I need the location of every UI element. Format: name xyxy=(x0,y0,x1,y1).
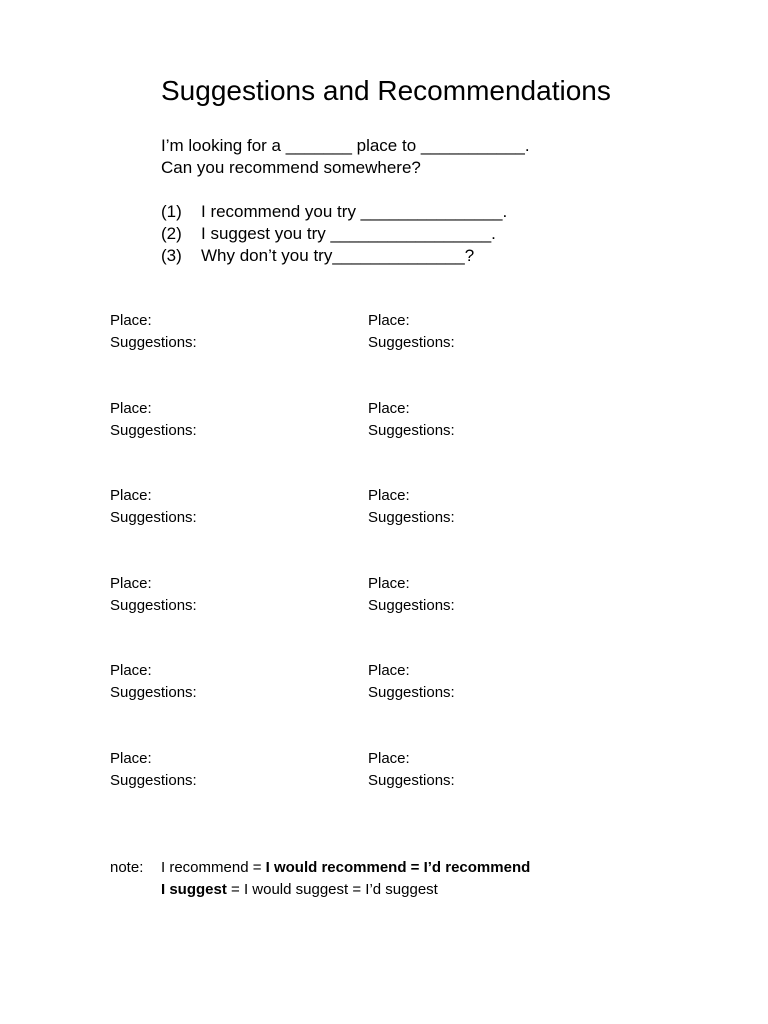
place-label: Place: xyxy=(110,312,152,329)
suggestions-label: Suggestions: xyxy=(368,684,455,702)
entry-cell xyxy=(368,748,455,792)
grid-row xyxy=(110,573,630,661)
note-line-2-plain: = I would suggest = I’d suggest xyxy=(226,881,438,898)
place-label: Place: xyxy=(110,749,152,767)
entry-cell xyxy=(368,485,455,529)
phrase-item-2 xyxy=(161,223,507,245)
suggestions-label: Suggestions: xyxy=(110,684,197,702)
page-title: Suggestions and Recommendations xyxy=(161,75,611,106)
suggestions-label: Suggestions: xyxy=(368,509,455,527)
entry-cell xyxy=(368,398,455,442)
entry-cell xyxy=(110,573,197,617)
suggestions-label: Suggestions: xyxy=(368,334,455,351)
place-label: Place: xyxy=(110,487,152,505)
place-label: Place: xyxy=(368,574,410,592)
place-label: Place: xyxy=(368,662,410,680)
place-label: Place: xyxy=(368,399,410,417)
place-suggestion-grid xyxy=(110,310,630,836)
note-lines xyxy=(161,857,611,901)
suggestions-label: Suggestions: xyxy=(368,596,455,614)
prompt-line-1: I’m looking for a _______ place to ___________. xyxy=(161,136,530,155)
suggestions-label: Suggestions: xyxy=(110,334,197,351)
phrase-text: Why don’t you try______________? xyxy=(201,246,475,265)
grid-row xyxy=(110,660,630,748)
place-label: Place: xyxy=(368,487,410,505)
entry-cell xyxy=(110,310,197,354)
suggestions-label: Suggestions: xyxy=(368,771,455,789)
entry-cell xyxy=(368,310,455,354)
suggestions-label: Suggestions: xyxy=(110,421,197,439)
phrase-text: I suggest you try _________________. xyxy=(201,224,496,243)
phrase-text: I recommend you try _______________. xyxy=(201,202,508,221)
phrase-item-3 xyxy=(161,245,507,267)
place-label: Place: xyxy=(110,399,152,417)
place-label: Place: xyxy=(110,662,152,680)
place-label: Place: xyxy=(368,312,410,329)
place-label: Place: xyxy=(368,749,410,767)
phrase-item-1 xyxy=(161,201,507,223)
grid-row xyxy=(110,748,630,836)
prompt-block xyxy=(161,135,530,179)
note-line-2-bold: I suggest xyxy=(161,881,227,898)
entry-cell xyxy=(110,748,197,792)
phrase-number: (2) xyxy=(161,224,182,243)
note-line-1 xyxy=(161,857,611,879)
phrase-number: (3) xyxy=(161,246,182,265)
entry-cell xyxy=(368,660,455,704)
note-line-1-plain: I recommend = xyxy=(161,859,266,876)
suggestions-label: Suggestions: xyxy=(368,421,455,439)
suggestions-label: Suggestions: xyxy=(110,771,197,789)
prompt-line-2: Can you recommend somewhere? xyxy=(161,158,421,177)
phrase-list xyxy=(161,201,507,267)
entry-cell xyxy=(110,485,197,529)
note-label: note: xyxy=(110,859,144,876)
suggestions-label: Suggestions: xyxy=(110,596,197,614)
entry-cell xyxy=(110,660,197,704)
grid-row xyxy=(110,310,630,398)
grid-row xyxy=(110,485,630,573)
grid-row xyxy=(110,398,630,486)
entry-cell xyxy=(368,573,455,617)
place-label: Place: xyxy=(110,574,152,592)
phrase-number: (1) xyxy=(161,202,182,221)
note-line-1-bold: I would recommend = I’d recommend xyxy=(265,859,531,876)
entry-cell xyxy=(110,398,197,442)
note-line-2 xyxy=(161,879,611,901)
suggestions-label: Suggestions: xyxy=(110,509,197,527)
